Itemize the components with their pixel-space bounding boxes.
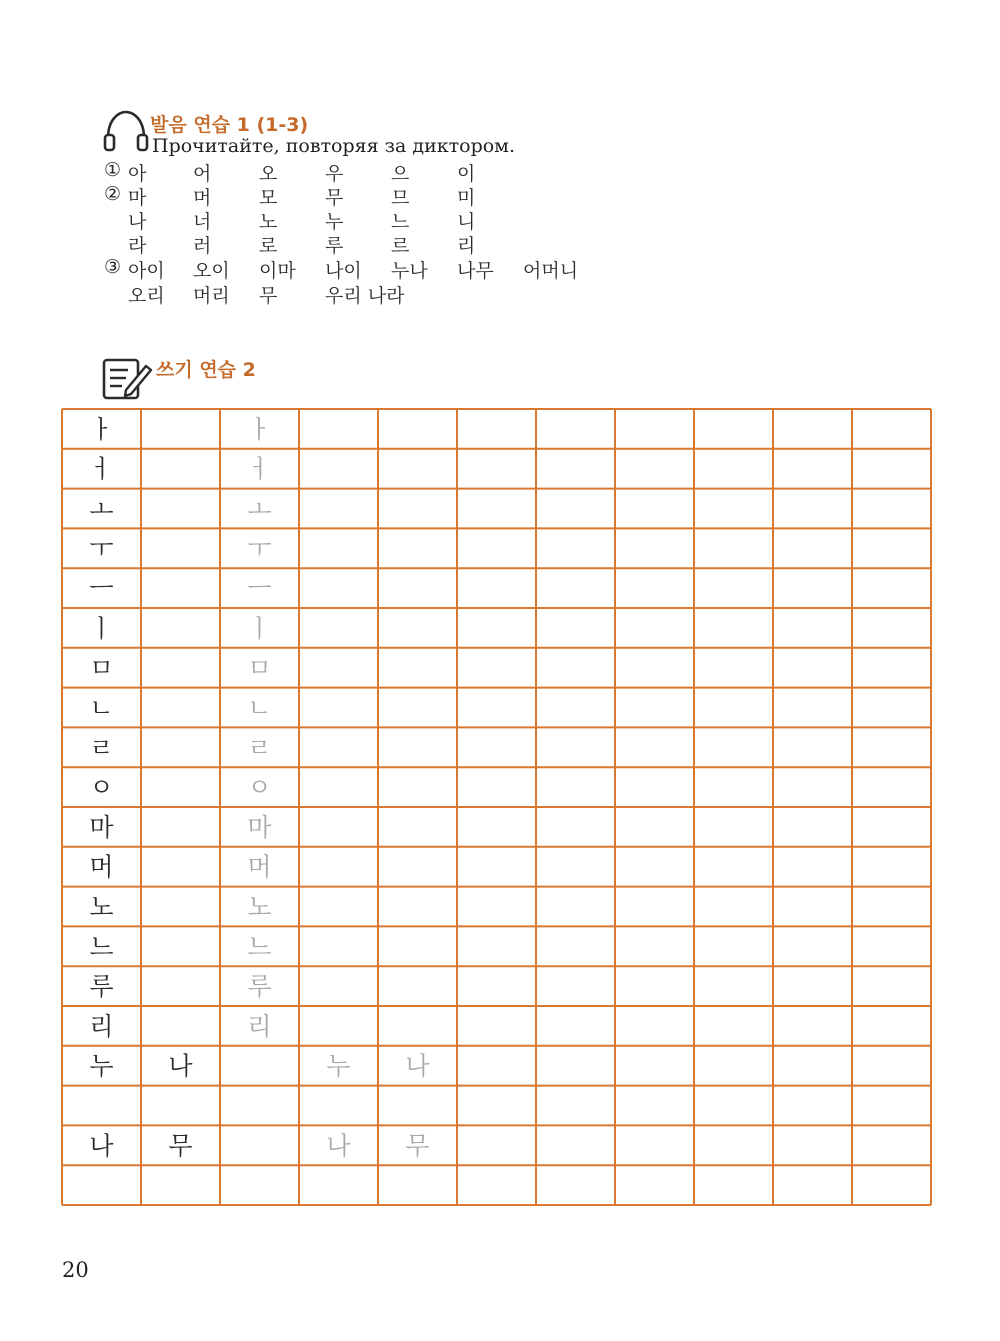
practice-item: 모 [259, 187, 278, 209]
pronunciation-instruction: Прочитайте, повторяя за диктором. [152, 135, 515, 157]
model-character: ㅜ [89, 534, 114, 564]
practice-item: 오리 [128, 285, 165, 307]
practice-item: 이마 [259, 260, 296, 282]
trace-character: ㅓ [247, 454, 272, 484]
practice-item: 머리 [193, 285, 230, 307]
trace-character: 리 [247, 1011, 272, 1041]
model-character: 누 [89, 1051, 114, 1081]
practice-item: 오 [259, 163, 278, 185]
model-character: ㅁ [89, 653, 114, 683]
model-character: ㅏ [89, 414, 114, 444]
trace-character: ㅡ [247, 574, 272, 604]
practice-item: 아이 [128, 260, 165, 282]
writing-title: 쓰기 연습 2 [156, 359, 256, 381]
list-marker: ③ [104, 256, 122, 278]
practice-item: 오이 [193, 260, 230, 282]
trace-character: 루 [247, 972, 272, 1002]
practice-item: 라 [128, 235, 147, 257]
practice-item: 마 [128, 187, 147, 209]
model-character: ㅣ [89, 613, 114, 643]
practice-item: 리 [457, 235, 476, 257]
list-marker: ② [104, 183, 122, 205]
practice-item: 느 [391, 211, 410, 233]
practice-item: 나 [128, 211, 147, 233]
practice-item: 러 [193, 235, 212, 257]
model-character: 리 [89, 1011, 114, 1041]
list-marker: ① [104, 159, 122, 181]
practice-item: 어머니 [523, 260, 579, 282]
model-character: 느 [89, 932, 114, 962]
model-character: 나 [89, 1131, 114, 1161]
practice-item: 아 [128, 163, 147, 185]
practice-item: 로 [259, 235, 278, 257]
practice-item: 루 [325, 235, 344, 257]
model-character: ㅓ [89, 454, 114, 484]
practice-item: 무 [325, 187, 344, 209]
practice-item: 머 [193, 187, 212, 209]
trace-character: 누 [326, 1051, 351, 1081]
practice-item: 나이 [325, 260, 362, 282]
model-character: ㅡ [89, 574, 114, 604]
practice-item: 누나 [391, 260, 428, 282]
model-character: ㅗ [89, 494, 114, 524]
trace-character: 노 [247, 892, 272, 922]
trace-character: 무 [405, 1131, 430, 1161]
practice-item: 너 [193, 211, 212, 233]
model-character: 루 [89, 972, 114, 1002]
trace-character: ㅗ [247, 494, 272, 524]
model-character: 노 [89, 892, 114, 922]
practice-item: 누 [325, 211, 344, 233]
page-number: 20 [62, 1258, 89, 1282]
model-character: ㄹ [89, 733, 114, 763]
trace-character: 나 [326, 1131, 351, 1161]
model-character: 무 [168, 1131, 193, 1161]
trace-character: ㄴ [247, 693, 272, 723]
trace-character: ㅇ [247, 773, 272, 803]
model-character: 머 [89, 852, 114, 882]
trace-character: 머 [247, 852, 272, 882]
pronunciation-title: 발음 연습 1 (1-3) [150, 114, 309, 136]
trace-character: ㅣ [247, 613, 272, 643]
practice-item: 므 [391, 187, 410, 209]
practice-item: 르 [391, 235, 410, 257]
trace-character: 느 [247, 932, 272, 962]
practice-item: 이 [457, 163, 476, 185]
practice-item: 무 [259, 285, 278, 307]
practice-item: 노 [259, 211, 278, 233]
practice-item: 으 [391, 163, 410, 185]
trace-character: ㅜ [247, 534, 272, 564]
practice-item: 우 [325, 163, 344, 185]
trace-character: ㅏ [247, 414, 272, 444]
practice-item: 니 [457, 211, 476, 233]
model-character: ㅇ [89, 773, 114, 803]
model-character: 마 [89, 812, 114, 842]
practice-item: 미 [457, 187, 476, 209]
trace-character: ㅁ [247, 653, 272, 683]
practice-item: 어 [193, 163, 212, 185]
model-character: 나 [168, 1051, 193, 1081]
trace-character: 나 [405, 1051, 430, 1081]
practice-item: 우리 나라 [325, 285, 405, 307]
trace-character: ㄹ [247, 733, 272, 763]
model-character: ㄴ [89, 693, 114, 723]
practice-item: 나무 [457, 260, 494, 282]
trace-character: 마 [247, 812, 272, 842]
